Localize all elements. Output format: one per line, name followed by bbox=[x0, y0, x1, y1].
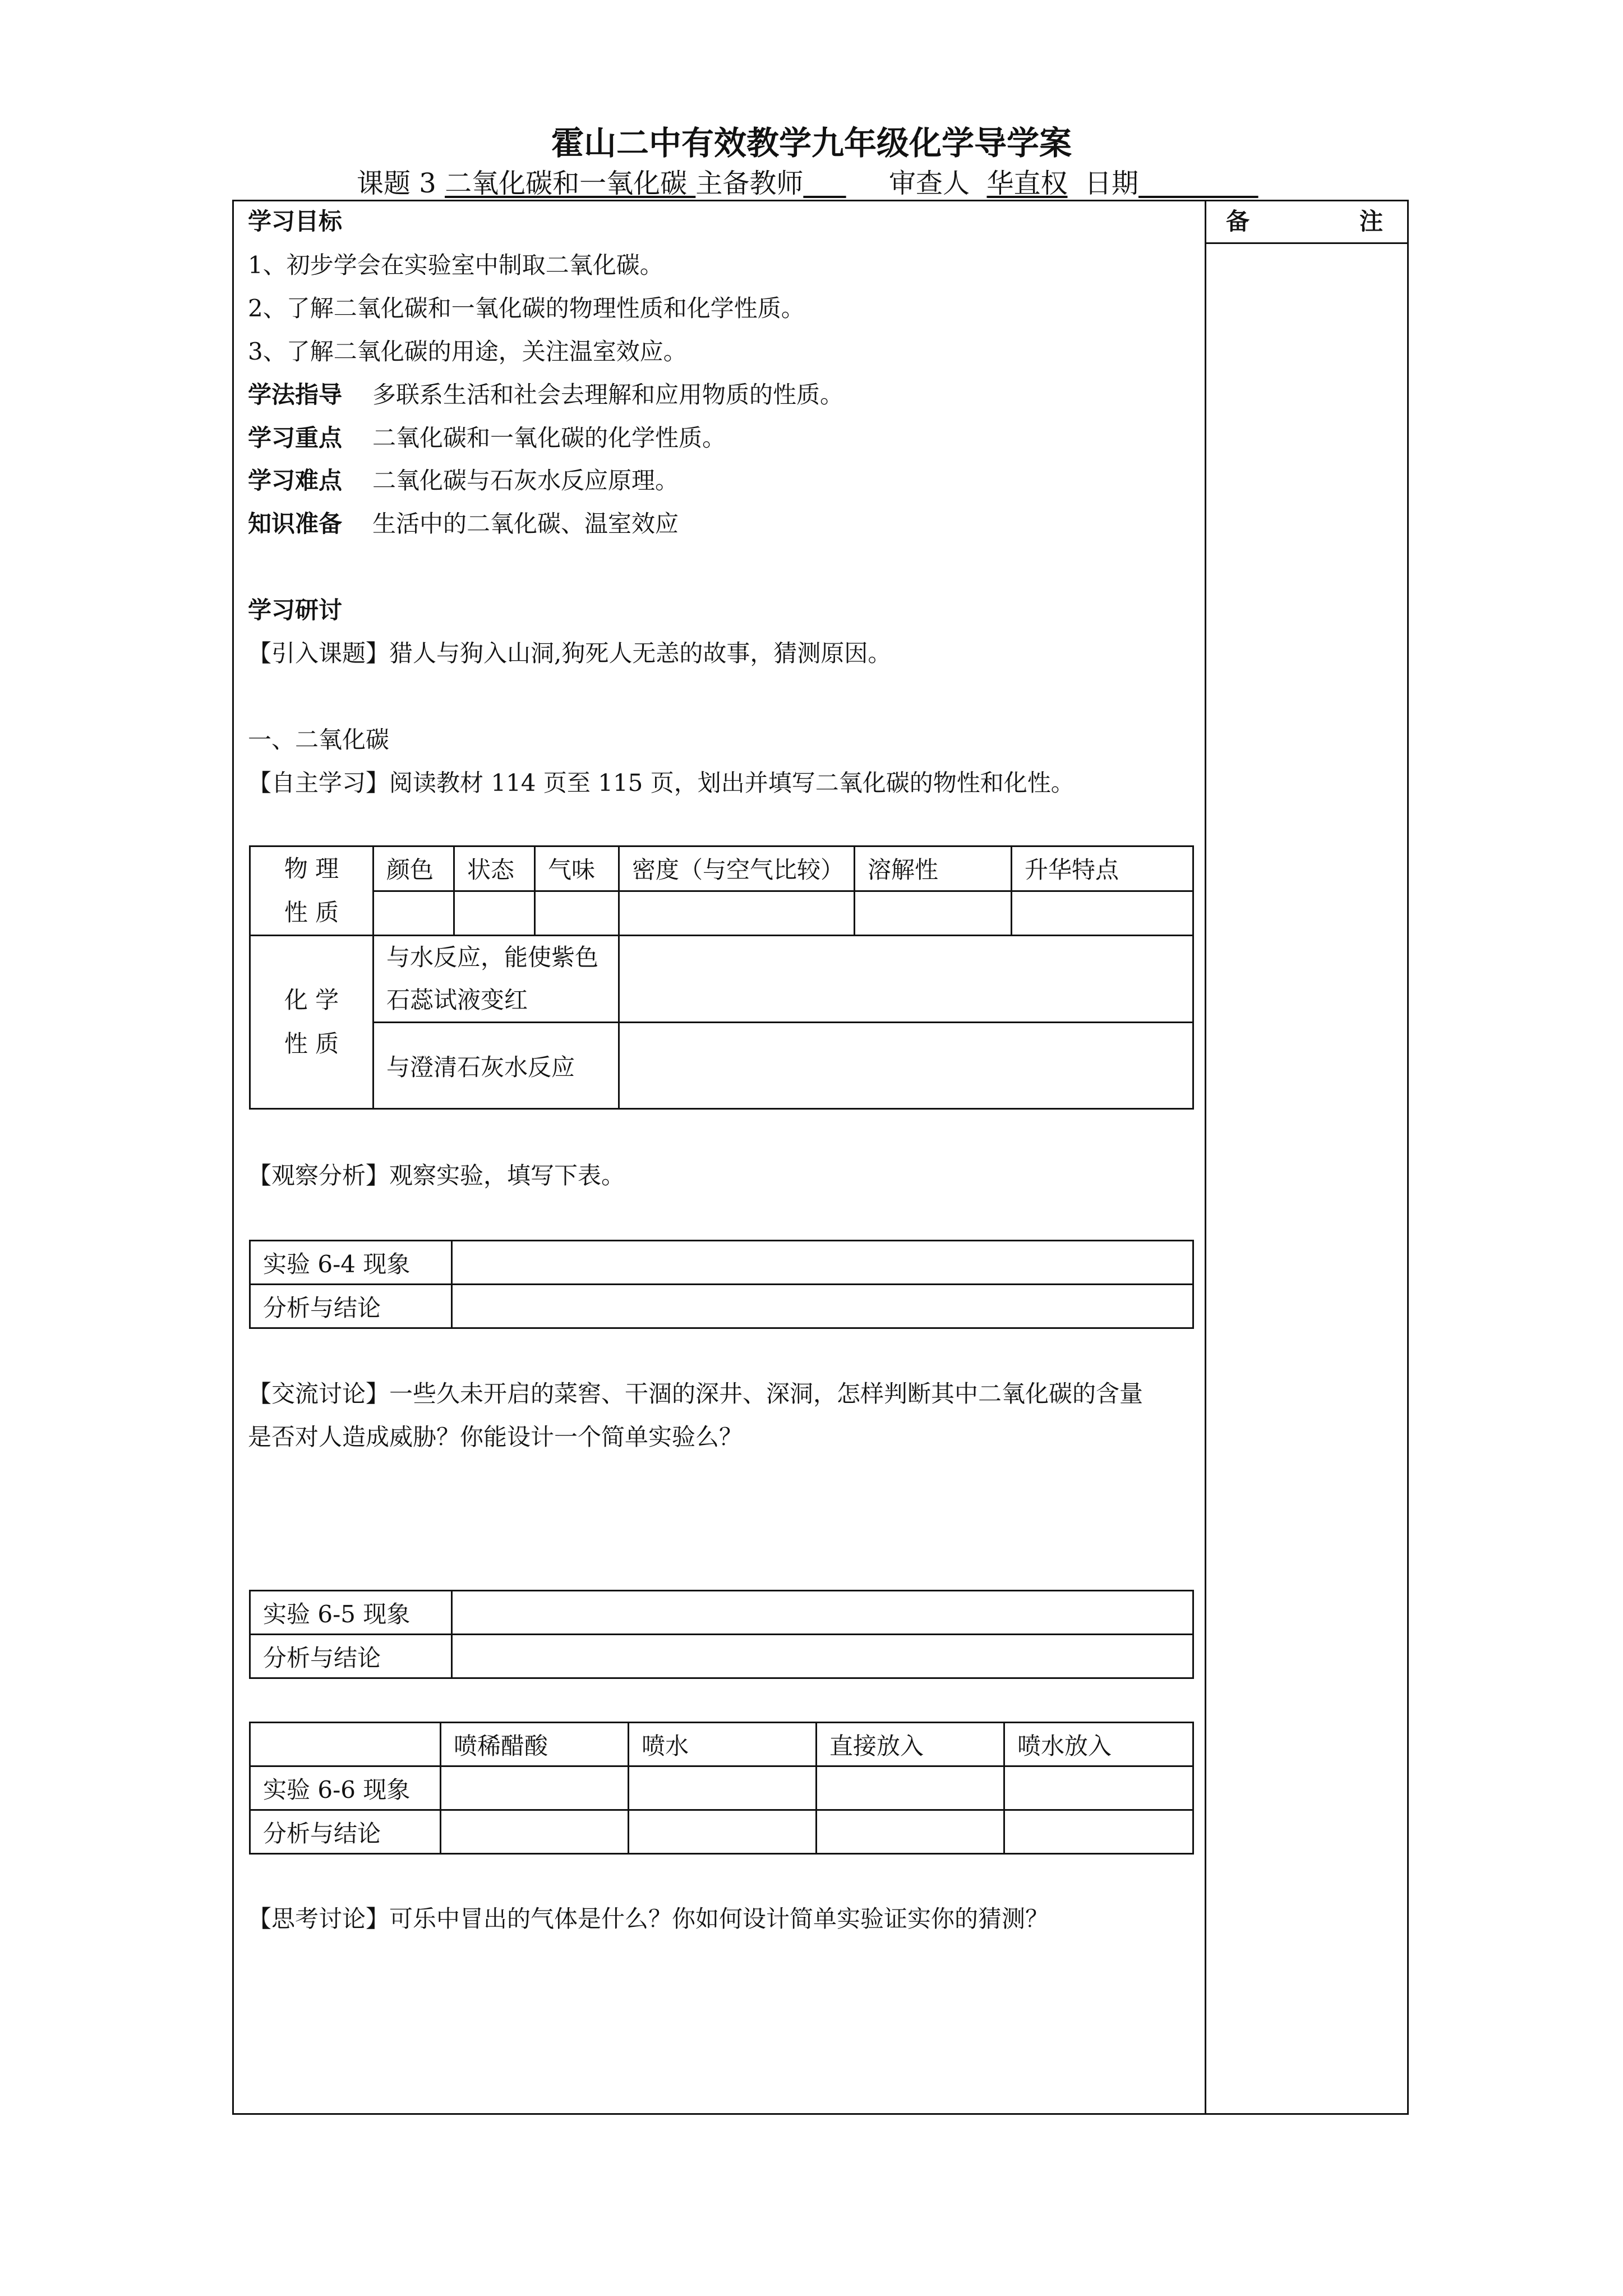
column-header: 喷稀醋酸 bbox=[441, 1723, 629, 1766]
chem-property-label: 与澄清石灰水反应 bbox=[374, 1023, 619, 1109]
column-header: 直接放入 bbox=[817, 1723, 1004, 1766]
answer-cell[interactable] bbox=[619, 936, 1193, 1023]
answer-cell[interactable] bbox=[452, 1285, 1193, 1328]
physical-label: 物 理 bbox=[284, 855, 339, 882]
lead-teacher-label: 主备教师 bbox=[695, 168, 804, 199]
exp64-table bbox=[249, 1240, 1194, 1329]
column-header: 升华特点 bbox=[1012, 846, 1193, 891]
guide-label: 学习重点 bbox=[248, 424, 343, 452]
discussion-text: 是否对人造成威胁？你能设计一个简单实验么？ bbox=[248, 1423, 743, 1451]
column-header: 喷水放入 bbox=[1004, 1723, 1193, 1766]
row-label: 实验 6-6 现象 bbox=[250, 1766, 441, 1810]
guide-text: 多联系生活和社会去理解和应用物质的性质。 bbox=[372, 381, 844, 408]
row-label: 实验 6-5 现象 bbox=[250, 1591, 452, 1635]
date-blank bbox=[1138, 168, 1258, 199]
date-label: 日期 bbox=[1085, 168, 1139, 199]
answer-cell[interactable] bbox=[1004, 1810, 1193, 1854]
reviewer-label: 审查人 bbox=[888, 168, 970, 199]
remarks-header-char1: 备 bbox=[1226, 208, 1250, 235]
column-header: 状态 bbox=[454, 846, 535, 891]
chemical-label: 化 学 bbox=[284, 986, 339, 1014]
guide-label: 知识准备 bbox=[248, 510, 343, 537]
remarks-divider bbox=[1205, 200, 1206, 2115]
answer-cell[interactable] bbox=[441, 1766, 629, 1810]
guide-label: 学法指导 bbox=[248, 381, 343, 408]
remarks-header-char2: 注 bbox=[1359, 208, 1384, 235]
lesson-prefix: 课题 3 bbox=[357, 168, 445, 199]
row-label: 分析与结论 bbox=[250, 1810, 441, 1854]
guide-label: 学习难点 bbox=[248, 467, 343, 494]
objective-item: 1、初步学会在实验室中制取二氧化碳。 bbox=[248, 251, 663, 279]
chemical-label-cell bbox=[250, 936, 374, 1109]
lesson-name: 二氧化碳和一氧化碳 bbox=[445, 168, 696, 199]
column-header: 气味 bbox=[535, 846, 619, 891]
study-heading: 学习研讨 bbox=[248, 596, 343, 624]
chem-property-label: 与水反应，能使紫色 石蕊试液变红 bbox=[374, 936, 619, 1023]
row-label: 分析与结论 bbox=[250, 1635, 452, 1678]
answer-cell[interactable] bbox=[1012, 891, 1193, 936]
self-study-instruction: 【自主学习】阅读教材 114 页至 115 页，划出并填写二氧化碳的物性和化性。 bbox=[248, 769, 1075, 797]
answer-cell[interactable] bbox=[855, 891, 1012, 936]
intro-topic: 【引入课题】猎人与狗入山洞,狗死人无恙的故事，猜测原因。 bbox=[248, 639, 892, 667]
column-header: 溶解性 bbox=[855, 846, 1012, 891]
row-label: 实验 6-4 现象 bbox=[250, 1241, 452, 1285]
exp65-table bbox=[249, 1590, 1194, 1679]
exp66-table bbox=[249, 1722, 1194, 1855]
section-co2-heading: 一、二氧化碳 bbox=[248, 726, 390, 753]
objective-item: 2、了解二氧化碳和一氧化碳的物理性质和化学性质。 bbox=[248, 295, 805, 322]
think-discussion: 【思考讨论】可乐中冒出的气体是什么？你如何设计简单实验证实你的猜测？ bbox=[248, 1905, 1049, 1932]
column-header: 喷水 bbox=[629, 1723, 817, 1766]
objectives-heading: 学习目标 bbox=[248, 208, 343, 235]
column-header: 颜色 bbox=[374, 846, 454, 891]
answer-cell[interactable] bbox=[817, 1810, 1004, 1854]
answer-cell[interactable] bbox=[817, 1766, 1004, 1810]
discussion-text: 【交流讨论】一些久未开启的菜窖、干涸的深井、深洞，怎样判断其中二氧化碳的含量 bbox=[248, 1380, 1144, 1407]
answer-cell[interactable] bbox=[454, 891, 535, 936]
lesson-info-line bbox=[357, 162, 1258, 200]
reviewer-name: 华直权 bbox=[986, 168, 1068, 199]
guide-text: 二氧化碳和一氧化碳的化学性质。 bbox=[372, 424, 726, 452]
column-header: 密度（与空气比较） bbox=[619, 846, 855, 891]
guide-text: 生活中的二氧化碳、温室效应 bbox=[372, 510, 679, 537]
answer-cell[interactable] bbox=[629, 1810, 817, 1854]
answer-cell[interactable] bbox=[452, 1635, 1193, 1678]
guide-text: 二氧化碳与石灰水反应原理。 bbox=[372, 467, 679, 494]
answer-cell[interactable] bbox=[452, 1591, 1193, 1635]
physical-label: 性 质 bbox=[284, 899, 339, 926]
answer-cell[interactable] bbox=[535, 891, 619, 936]
remarks-header-divider bbox=[1205, 242, 1409, 244]
empty-header-cell bbox=[250, 1723, 441, 1766]
row-label: 分析与结论 bbox=[250, 1285, 452, 1328]
lead-teacher-blank bbox=[803, 168, 846, 199]
answer-cell[interactable] bbox=[619, 1023, 1193, 1109]
observe-instruction: 【观察分析】观察实验，填写下表。 bbox=[248, 1162, 625, 1189]
objective-item: 3、了解二氧化碳的用途，关注温室效应。 bbox=[248, 338, 687, 365]
answer-cell[interactable] bbox=[441, 1810, 629, 1854]
physical-label-cell bbox=[250, 846, 374, 936]
answer-cell[interactable] bbox=[629, 1766, 817, 1810]
property-table bbox=[249, 845, 1194, 1110]
answer-cell[interactable] bbox=[374, 891, 454, 936]
chemical-label: 性 质 bbox=[284, 1030, 339, 1057]
answer-cell[interactable] bbox=[619, 891, 855, 936]
page-title: 霍山二中有效教学九年级化学导学案 bbox=[551, 124, 1072, 162]
answer-cell[interactable] bbox=[1004, 1766, 1193, 1810]
answer-cell[interactable] bbox=[452, 1241, 1193, 1285]
